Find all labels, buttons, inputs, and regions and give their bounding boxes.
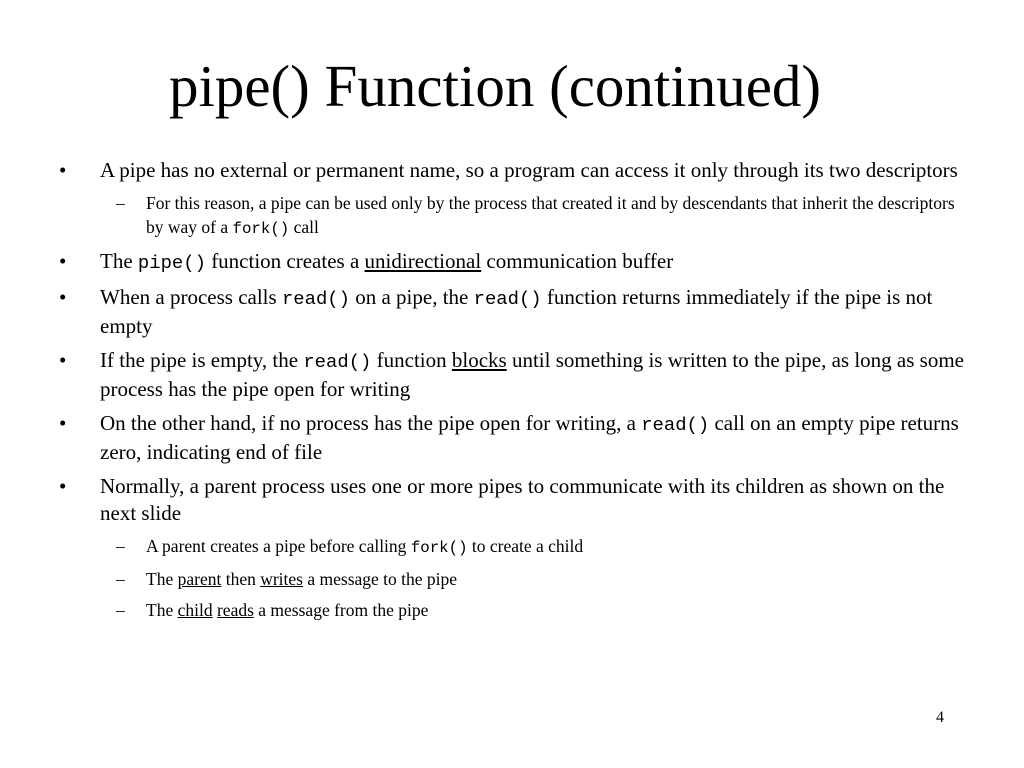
bullet-marker: • bbox=[59, 411, 67, 435]
bullet-item bbox=[59, 248, 968, 277]
sub-bullet-item bbox=[116, 598, 968, 622]
bullet-text: When a process calls bbox=[100, 285, 282, 309]
bullet-text: until something is written to the pipe, as long as some process has the pipe open for writing bbox=[100, 348, 964, 401]
bullet-item bbox=[59, 157, 968, 184]
bullet-marker: • bbox=[59, 158, 67, 182]
bullet-marker: • bbox=[59, 285, 67, 309]
sub-bullet-marker: – bbox=[116, 569, 125, 589]
code-pipe: pipe() bbox=[137, 252, 206, 274]
bullet-item bbox=[59, 410, 968, 466]
code-read: read() bbox=[281, 288, 350, 310]
sub-bullet-marker: – bbox=[116, 193, 125, 213]
slide-content bbox=[0, 157, 1024, 629]
sub-bullet-text: a message from the pipe bbox=[253, 600, 429, 620]
sub-bullet-text: A parent creates a pipe before calling bbox=[146, 536, 411, 556]
bullet-text: communication buffer bbox=[481, 249, 674, 273]
sub-bullet-marker: – bbox=[116, 600, 125, 620]
code-fork: fork() bbox=[410, 539, 468, 557]
underlined-term: blocks bbox=[451, 348, 507, 372]
bullet-text: on a pipe, the bbox=[349, 285, 474, 309]
bullet-text: A pipe has no external or permanent name, so a program can access it only through its two descriptors bbox=[100, 158, 958, 182]
sub-bullet-text: then bbox=[221, 569, 261, 589]
bullet-text: Normally, a parent process uses one or more pipes to communicate with its children as shown on the next slide bbox=[100, 474, 945, 525]
sub-bullet-item bbox=[116, 567, 968, 591]
bullet-marker: • bbox=[59, 249, 67, 273]
code-read: read() bbox=[641, 414, 710, 436]
underlined-term: parent bbox=[177, 569, 222, 589]
page-number: 4 bbox=[936, 709, 944, 726]
sub-bullet-text: call bbox=[289, 217, 319, 237]
sub-bullet-text: to create a child bbox=[467, 536, 584, 556]
bullet-marker: • bbox=[59, 348, 67, 372]
code-fork: fork() bbox=[232, 220, 290, 238]
sub-bullet-text: The bbox=[146, 569, 178, 589]
slide-title: pipe() Function (continued) bbox=[168, 53, 822, 119]
bullet-text: call on an empty pipe returns zero, indicating end of file bbox=[100, 411, 959, 464]
sub-bullet-marker: – bbox=[116, 536, 125, 556]
sub-bullet-item bbox=[116, 534, 968, 560]
bullet-item bbox=[59, 347, 968, 403]
underlined-term: child bbox=[177, 600, 213, 620]
sub-bullet-text: a message to the pipe bbox=[303, 569, 458, 589]
sub-bullet-text: For this reason, a pipe can be used only by the process that created it and by descendants that inherit the descriptors by way of a bbox=[146, 193, 955, 237]
bullet-text: On the other hand, if no process has the pipe open for writing, a bbox=[100, 411, 642, 435]
code-read: read() bbox=[303, 351, 372, 373]
bullet-item bbox=[59, 284, 968, 340]
bullet-text: function returns immediately if the pipe is not empty bbox=[100, 285, 933, 338]
sub-bullet-item bbox=[116, 191, 968, 241]
bullet-text: function bbox=[371, 348, 452, 372]
bullet-marker: • bbox=[59, 474, 67, 498]
bullet-text: function creates a bbox=[205, 249, 365, 273]
bullet-text: The bbox=[100, 249, 138, 273]
code-read: read() bbox=[473, 288, 542, 310]
bullet-item bbox=[59, 473, 968, 527]
underlined-term: reads bbox=[216, 600, 254, 620]
underlined-term: unidirectional bbox=[364, 249, 482, 273]
sub-bullet-text: The bbox=[146, 600, 178, 620]
underlined-term: writes bbox=[260, 569, 303, 589]
bullet-text: If the pipe is empty, the bbox=[100, 348, 304, 372]
